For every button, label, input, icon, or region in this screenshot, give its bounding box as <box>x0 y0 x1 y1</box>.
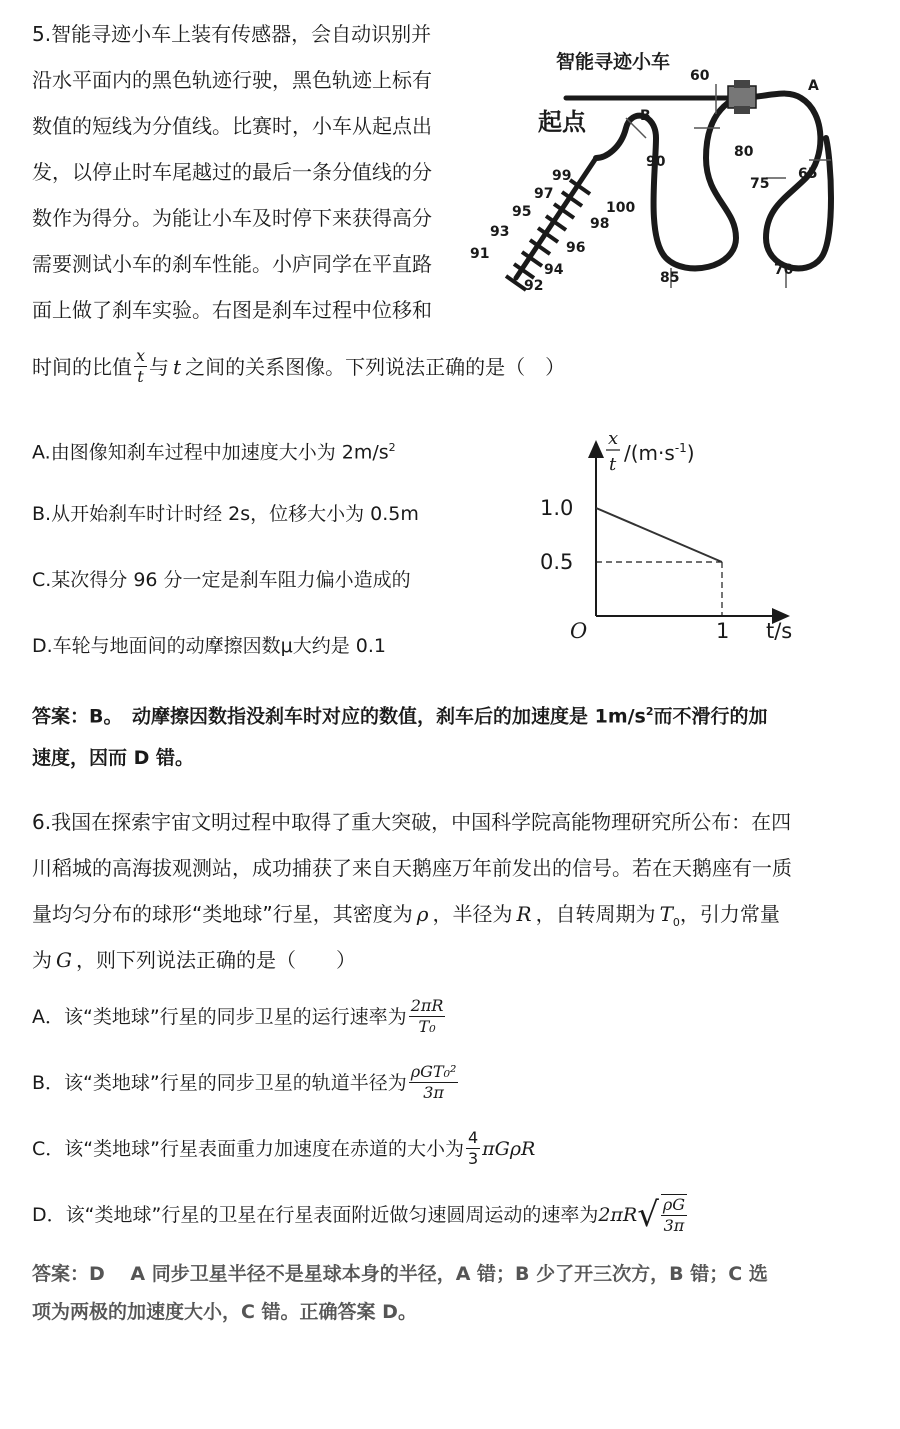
q5-line-8 <box>32 346 565 387</box>
q6-G: G <box>56 948 72 972</box>
x-tick-1: 1 <box>716 619 730 643</box>
q6-option-d-fraction <box>661 1194 687 1236</box>
q6-line4-post: ，则下列说法正确的是（ ） <box>75 948 356 972</box>
frac-num: x <box>136 346 146 365</box>
q6-answer-line-2: 项为两极的加速度大小，C 错。正确答案 D。 <box>32 1301 417 1323</box>
q5-line8-mid: 与 <box>149 354 170 379</box>
q6-option-d[interactable] <box>32 1194 689 1236</box>
q6-option-d-num: ρG <box>662 1195 686 1214</box>
q6-line-2: 川稻城的高海拔观测站，成功捕获了来自天鹅座万年前发出的信号。若在天鹅座有一质 <box>32 856 792 880</box>
q6-option-c[interactable] <box>32 1128 535 1169</box>
q5-answer-line-2: 速度，因而 D 错。 <box>32 747 195 769</box>
q6-answer-line-1: 答案：D A 同步卫星半径不是星球本身的半径，A 错；B 少了开三次方，B 错；C 选 <box>32 1263 768 1285</box>
q6-option-a-num: 2πR <box>410 996 444 1015</box>
track-middle-loop <box>596 98 736 268</box>
q6-option-c-fraction <box>466 1128 480 1169</box>
q6-line3-mid2: ，自转周期为 <box>535 902 656 926</box>
q6-option-b-text: B．该“类地球”行星的同步卫星的轨道半径为 <box>32 1071 407 1094</box>
q5-answer-line-1 <box>32 700 768 728</box>
q5-line-4: 发，以停止时车尾越过的最后一条分值线的分 <box>32 160 432 184</box>
sqrt-sign-icon: √ $\frac{\rho G}{3\pi}$ <box>637 1195 686 1235</box>
q5-answer-post: 而不滑行的加 <box>653 705 768 728</box>
label-80: 80 <box>734 144 754 160</box>
q6-option-a-den: T₀ <box>418 1017 436 1036</box>
q6-line3-post: ，引力常量 <box>679 902 780 926</box>
label-93: 93 <box>490 224 510 240</box>
q6-T0-sub: 0 <box>672 916 680 929</box>
label-B: B <box>640 108 651 124</box>
q5-answer-sup: 2 <box>645 705 654 718</box>
q5-option-d[interactable]: D.车轮与地面间的动摩擦因数μ大约是 0.1 <box>32 635 387 657</box>
q5-option-a-sup: 2 <box>388 441 396 454</box>
q5-line-5: 数作为得分。为能让小车及时停下来获得高分 <box>32 206 432 230</box>
q5-option-c[interactable]: C.某次得分 96 分一定是刹车阻力偏小造成的 <box>32 569 411 591</box>
label-99: 99 <box>552 168 572 184</box>
label-90: 90 <box>646 154 666 170</box>
q6-R: R <box>516 902 532 926</box>
q6-line-3 <box>32 902 780 935</box>
label-95: 95 <box>512 204 532 220</box>
frac-den: t <box>137 367 144 386</box>
series-line <box>596 508 722 562</box>
car-icon <box>728 80 756 114</box>
label-65: 65 <box>798 166 818 182</box>
q5-answer-pre: 答案：B。 动摩擦因数指没刹车时对应的数值，刹车后的加速度是 1m/s <box>32 705 646 728</box>
q6-option-b-num: ρGT₀² <box>410 1062 457 1081</box>
q6-rho: ρ <box>416 902 429 926</box>
q6-line3-pre: 量均匀分布的球形“类地球”行星，其密度为 <box>32 902 413 926</box>
q5-line8-pre: 时间的比值 <box>32 354 132 379</box>
q5-var-t: t <box>173 354 182 379</box>
q6-line-1: 6.我国在探索宇宙文明过程中取得了重大突破，中国科学院高能物理研究所公布：在四 <box>32 810 792 834</box>
label-60: 60 <box>690 68 710 84</box>
label-98: 98 <box>590 216 610 232</box>
label-85: 85 <box>660 270 680 286</box>
q6-option-a-text: A．该“类地球”行星的同步卫星的运行速率为 <box>32 1005 407 1028</box>
q5-option-b[interactable]: B.从开始刹车时计时经 2s，位移大小为 0.5m <box>32 503 419 525</box>
q5-line-6: 需要测试小车的刹车性能。小庐同学在平直路 <box>32 252 432 276</box>
xt-graph <box>520 424 820 654</box>
q5-line-3: 数值的短线为分值线。比赛时，小车从起点出 <box>32 114 432 138</box>
track-title: 智能寻迹小车 <box>556 51 671 73</box>
label-A: A <box>808 78 819 94</box>
y-unit: $/(m\cdot s^{-1})$ <box>624 441 695 465</box>
label-91: 91 <box>470 246 490 262</box>
y-label-num: x <box>608 428 619 449</box>
x-axis-label: t/s <box>766 619 793 643</box>
q6-option-a[interactable] <box>32 996 447 1037</box>
start-label: 起点 <box>538 108 586 136</box>
q5-line8-post: 之间的关系图像。下列说法正确的是（ ） <box>185 354 566 379</box>
y-tick-1.0: 1.0 <box>540 496 574 520</box>
q6-option-d-text: D．该“类地球”行星的卫星在行星表面附近做匀速圆周运动的速率为 <box>32 1204 599 1226</box>
q5-line-2: 沿水平面内的黑色轨迹行驶，黑色轨迹上标有 <box>32 68 432 92</box>
q5-option-a[interactable] <box>32 436 396 464</box>
y-tick-0.5: 0.5 <box>540 550 574 574</box>
label-94: 94 <box>544 262 564 278</box>
q6-option-c-text: C．该“类地球”行星表面重力加速度在赤道的大小为 <box>32 1137 464 1160</box>
q6-option-d-coef: 2πR <box>598 1204 638 1226</box>
label-96: 96 <box>566 240 586 256</box>
q6-line3-mid1: ，半径为 <box>432 902 513 926</box>
q5-option-a-text: A.由图像知刹车过程中加速度大小为 2m/s <box>32 441 389 464</box>
q6-T0: T <box>659 902 673 926</box>
q5-line-1: 5.智能寻迹小车上装有传感器，会自动识别并 <box>32 22 432 46</box>
q6-option-d-den: 3π <box>663 1216 685 1235</box>
label-97: 97 <box>534 186 554 202</box>
q6-option-c-num: 4 <box>467 1128 479 1147</box>
label-70: 70 <box>774 262 794 278</box>
x-over-t-fraction <box>134 346 147 387</box>
q6-line4-pre: 为 <box>32 948 52 972</box>
q6-option-c-tail: πGρR <box>482 1137 536 1160</box>
q6-option-b-den: 3π <box>423 1083 444 1102</box>
label-100: 100 <box>606 200 636 216</box>
q5-line-7: 面上做了刹车实验。右图是刹车过程中位移和 <box>32 298 432 322</box>
track-figure <box>466 18 856 308</box>
q6-option-b-fraction <box>409 1062 459 1103</box>
q6-line-4 <box>32 948 356 972</box>
q6-option-a-fraction <box>409 996 446 1037</box>
y-label-den: t <box>609 454 617 475</box>
q6-option-c-den: 3 <box>467 1149 479 1168</box>
label-92: 92 <box>524 278 544 294</box>
q6-option-b[interactable] <box>32 1062 460 1103</box>
label-75: 75 <box>750 176 770 192</box>
origin-label: O <box>570 619 588 643</box>
